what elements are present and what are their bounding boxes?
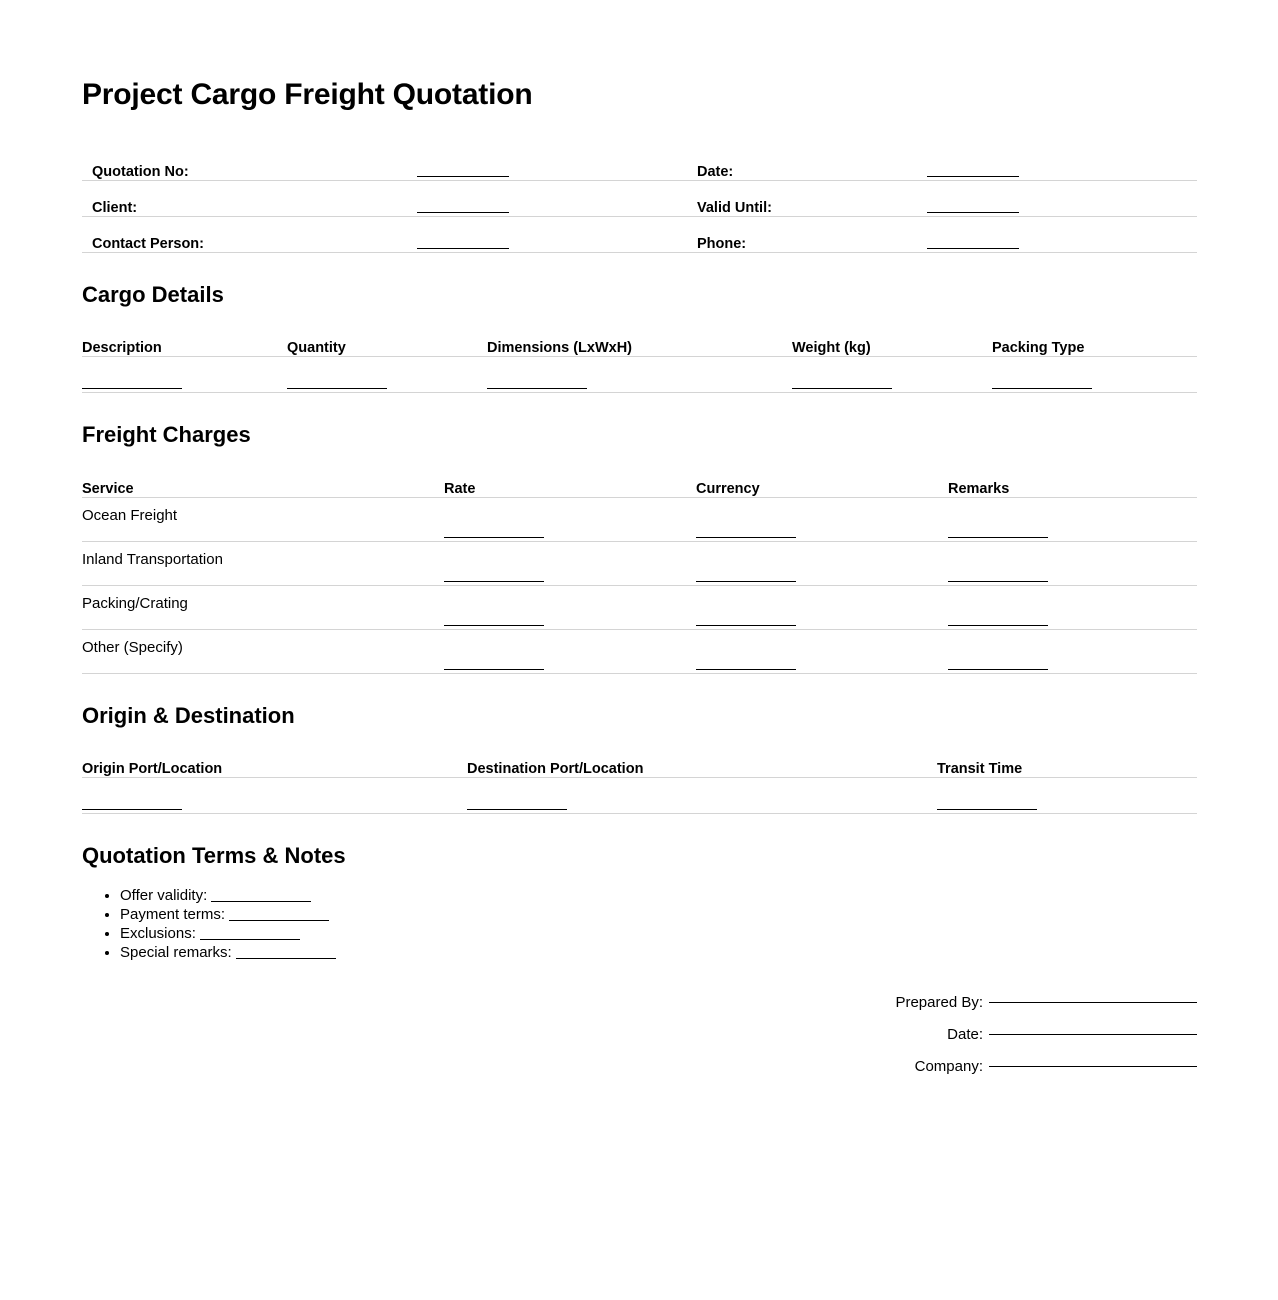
freight-charges-table [82,467,1197,674]
blank-line[interactable] [989,1034,1197,1035]
cell-service-name: Inland Transportation [82,541,444,585]
quotation-header-body [82,145,1197,253]
table-row [895,994,1197,1026]
column-header-packing-type: Packing Type [992,326,1197,357]
blank-line[interactable] [792,388,892,389]
blank-line[interactable] [487,388,587,389]
cell-rate[interactable] [444,497,696,541]
blank-line[interactable] [927,176,1019,177]
cell-destination-port[interactable] [467,777,937,813]
field-value-valid-until[interactable] [927,181,1197,217]
term-label: Offer validity: [120,887,208,905]
quotation-header-table [82,145,1197,253]
column-header-service: Service [82,467,444,498]
freight-charges-head [82,467,1197,498]
blank-line[interactable] [948,537,1048,538]
cell-packing-type[interactable] [992,357,1197,393]
blank-line[interactable] [696,581,796,582]
column-header-dimensions: Dimensions (LxWxH) [487,326,792,357]
cell-origin-port[interactable] [82,777,467,813]
table-header-row [82,747,1197,778]
section-heading-cargo-details: Cargo Details [82,282,224,307]
blank-line[interactable] [417,248,509,249]
field-value-client[interactable] [417,181,687,217]
list-item [120,944,1197,963]
cell-remarks[interactable] [948,585,1197,629]
freight-charges-body [82,497,1197,673]
origin-destination-head [82,747,1197,778]
cell-rate[interactable] [444,585,696,629]
table-row [82,497,1197,541]
list-item [120,925,1197,944]
blank-line[interactable] [444,537,544,538]
field-label-phone: Phone: [687,217,927,253]
column-header-remarks: Remarks [948,467,1197,498]
page-title: Project Cargo Freight Quotation [82,78,533,111]
blank-line[interactable] [992,388,1092,389]
cell-service-name: Other (Specify) [82,629,444,673]
table-header-row [82,326,1197,357]
signature-label-date: Date: [947,1025,983,1043]
table-row [82,629,1197,673]
blank-line[interactable] [287,388,387,389]
table-header-row [82,467,1197,498]
signature-body [895,994,1197,1090]
cell-currency[interactable] [696,541,948,585]
blank-line[interactable] [948,669,1048,670]
signature-value-prepared-by[interactable] [989,994,1197,1026]
cell-service-name: Packing/Crating [82,585,444,629]
list-item [120,906,1197,925]
field-label-contact-person: Contact Person: [82,217,417,253]
origin-destination-table [82,747,1197,814]
blank-line[interactable] [696,537,796,538]
column-header-description: Description [82,326,287,357]
signature-table [895,994,1197,1090]
field-value-quotation-no[interactable] [417,145,687,181]
section-heading-terms-notes: Quotation Terms & Notes [82,842,346,868]
terms-notes-list [82,887,1197,963]
column-header-weight: Weight (kg) [792,326,992,357]
field-value-phone[interactable] [927,217,1197,253]
cargo-details-table [82,326,1197,393]
term-label: Special remarks: [120,943,232,961]
section-heading-origin-destination: Origin & Destination [82,702,295,728]
column-header-quantity: Quantity [287,326,487,357]
cell-currency[interactable] [696,629,948,673]
blank-line[interactable] [229,920,329,921]
cell-currency[interactable] [696,585,948,629]
signature-block [82,994,1197,1090]
cell-rate[interactable] [444,541,696,585]
table-row [82,777,1197,813]
cell-remarks[interactable] [948,497,1197,541]
cell-transit-time[interactable] [937,777,1197,813]
blank-line[interactable] [927,212,1019,213]
blank-line[interactable] [82,809,182,810]
table-row [82,217,1197,253]
blank-line[interactable] [989,1002,1197,1003]
list-item [120,887,1197,906]
cell-weight[interactable] [792,357,992,393]
cell-remarks[interactable] [948,541,1197,585]
column-header-destination-port: Destination Port/Location [467,747,937,778]
column-header-transit-time: Transit Time [937,747,1197,778]
blank-line[interactable] [467,809,567,810]
table-row [82,357,1197,393]
column-header-currency: Currency [696,467,948,498]
blank-line[interactable] [200,939,300,940]
cell-rate[interactable] [444,629,696,673]
field-label-client: Client: [82,181,417,217]
field-label-valid-until: Valid Until: [687,181,927,217]
blank-line[interactable] [948,581,1048,582]
blank-line[interactable] [989,1066,1197,1067]
signature-value-date[interactable] [989,1026,1197,1058]
blank-line[interactable] [444,669,544,670]
field-value-contact-person[interactable] [417,217,687,253]
table-row [82,585,1197,629]
blank-line[interactable] [948,625,1048,626]
signature-label-company: Company: [914,1057,983,1075]
cell-service-name: Ocean Freight [82,497,444,541]
blank-line[interactable] [444,581,544,582]
cell-remarks[interactable] [948,629,1197,673]
term-label: Payment terms: [120,906,226,924]
blank-line[interactable] [236,958,336,959]
term-label: Exclusions: [120,924,196,942]
blank-line[interactable] [211,901,311,902]
column-header-origin-port: Origin Port/Location [82,747,467,778]
blank-line[interactable] [417,212,509,213]
table-row [82,145,1197,181]
cell-currency[interactable] [696,497,948,541]
column-header-rate: Rate [444,467,696,498]
blank-line[interactable] [417,176,509,177]
cargo-details-body [82,357,1197,393]
blank-line[interactable] [444,625,544,626]
origin-destination-body [82,777,1197,813]
signature-value-company[interactable] [989,1058,1197,1090]
table-row [895,1058,1197,1090]
field-label-quotation-no: Quotation No: [82,145,417,181]
blank-line[interactable] [696,669,796,670]
section-heading-freight-charges: Freight Charges [82,422,251,448]
blank-line[interactable] [82,388,182,389]
table-row [82,181,1197,217]
cargo-details-head [82,326,1197,357]
field-value-date[interactable] [927,145,1197,181]
blank-line[interactable] [937,809,1037,810]
table-row [895,1026,1197,1058]
cell-quantity[interactable] [287,357,487,393]
cell-description[interactable] [82,357,287,393]
cell-dimensions[interactable] [487,357,792,393]
blank-line[interactable] [696,625,796,626]
table-row [82,541,1197,585]
signature-label-prepared-by: Prepared By: [895,993,983,1011]
field-label-date: Date: [687,145,927,181]
blank-line[interactable] [927,248,1019,249]
